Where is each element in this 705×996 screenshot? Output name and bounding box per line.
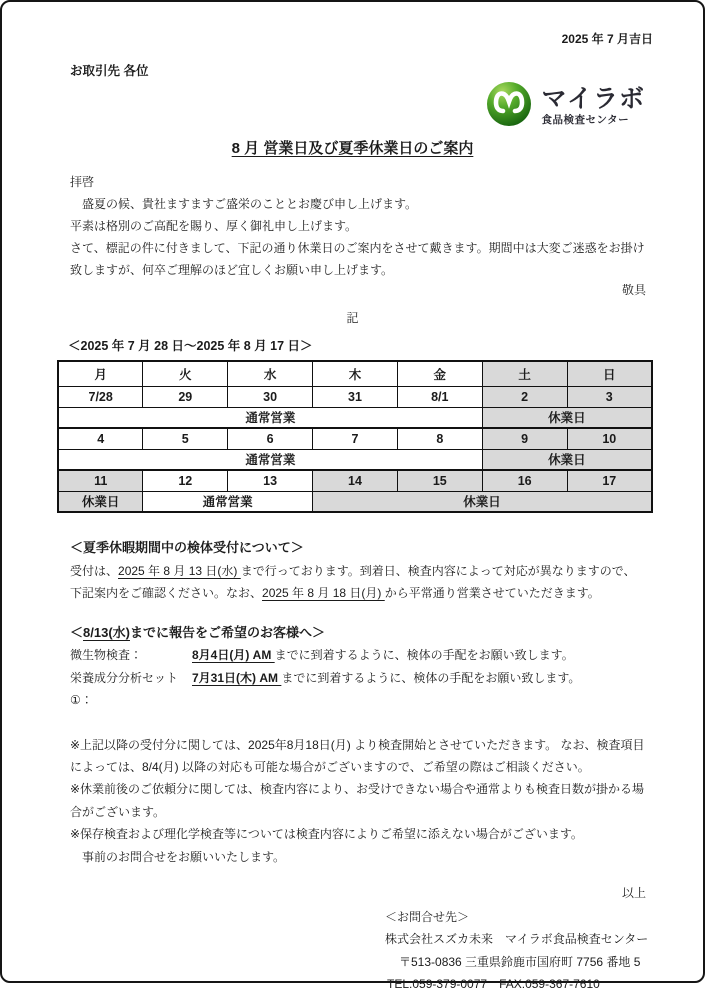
note-1: ※上記以降の受付分に関しては、2025年8月18日(月) より検査開始とさせていただきます。 なお、検査項目によっては、8/4(月) 以降の対応も可能な場合がございますので、ご希望の際はご相談ください。 (70, 737, 645, 774)
section-report-deadline (70, 622, 646, 712)
section-heading-deadline: ＜8/13(水)までに報告をご希望のお客様へ＞ (70, 624, 325, 640)
date-cell: 8/1 (397, 386, 482, 407)
weekday-tue: 火 (143, 361, 228, 386)
status-closed-cell: 休業日 (482, 407, 652, 428)
calendar-caption: ＜2025 年 7 月 28 日～2025 年 8 月 17 日＞ (68, 339, 313, 353)
letter-body (70, 171, 646, 281)
date-cell: 16 (482, 470, 567, 491)
contact-block (385, 906, 703, 996)
microbio-deadline: 8月4日(月) AM (192, 648, 275, 662)
date-cell: 4 (58, 428, 143, 449)
status-open-cell: 通常営業 (58, 449, 482, 470)
logo-name: マイラボ (541, 84, 645, 113)
date-cell: 7 (313, 428, 398, 449)
date-cell: 13 (228, 470, 313, 491)
weekday-mon: 月 (58, 361, 143, 386)
status-open-cell: 通常営業 (58, 407, 482, 428)
date-cell: 10 (567, 428, 652, 449)
note-3: ※保存検査および理化学検査等については検査内容によりご希望に添えない場合がございます。 (70, 827, 583, 842)
closing-marker: 以上 (621, 885, 646, 900)
date-cell: 8 (397, 428, 482, 449)
company-logo (2, 81, 645, 131)
notes-block (70, 734, 648, 868)
letter-paragraph-2: 平素は格別のご高配を賜り、厚く御礼申し上げます。 (70, 219, 358, 233)
week3-status-row (58, 491, 652, 512)
salutation-close: 敬具 (621, 283, 646, 297)
note-2: ※休業前後のご依頼分に関しては、検査内容により、お受けできない場合や通常よりも検査日数が掛かる場合がございます。 (70, 782, 645, 819)
reception-deadline-date: 2025 年 8 月 13 日(水) (118, 563, 241, 578)
reception-line-1: 受付は、2025 年 8 月 13 日(水) まで行っております。到着日、検査内容によって対応が異なりますので、 (70, 563, 636, 578)
date-cell: 29 (143, 386, 228, 407)
reception-line-2: 下記案内をご確認ください。なお、2025 年 8 月 18 日(月) から平常通り営業させていただきます。 (70, 586, 600, 600)
recipient-line: お取引先 各位 (70, 64, 149, 78)
item-text: 8月4日(月) AM までに到着するように、検体の手配をお願い致します。 (192, 648, 574, 662)
date-cell: 7/28 (58, 386, 143, 407)
item-label: 栄養成分分析セット①： (70, 670, 179, 707)
deadline-item-nutrition (70, 667, 646, 712)
reopen-date: 2025 年 8 月 18 日(月) (262, 586, 385, 600)
status-closed-cell: 休業日 (313, 491, 652, 512)
section-sample-reception (70, 537, 646, 605)
date-cell: 2 (482, 386, 567, 407)
date-cell: 14 (313, 470, 398, 491)
section-heading-reception: ＜夏季休暇期間中の検体受付について＞ (70, 540, 304, 555)
contact-heading: ＜お問合せ先＞ (385, 909, 470, 924)
date-cell: 31 (313, 386, 398, 407)
logo-sphere-m-icon (485, 80, 533, 133)
weekday-wed: 水 (228, 361, 313, 386)
note-4: 事前のお問合せをお願いいたします。 (70, 849, 286, 864)
weekday-sat: 土 (482, 361, 567, 386)
letter-paragraph-1: 盛夏の候、貴社ますますご盛栄のこととお慶び申し上げます。 (70, 197, 418, 211)
nutrition-deadline: 7月31日(木) AM (192, 670, 282, 685)
status-open-cell: 通常営業 (143, 491, 313, 512)
date-cell: 12 (143, 470, 228, 491)
contact-telfax: TEL:059-379-0077 FAX:059-367-7610 (387, 977, 600, 992)
page-title: 8 月 営業日及び夏季休業日のご案内 (231, 140, 474, 157)
weekday-sun: 日 (567, 361, 652, 386)
week3-dates-row (58, 470, 652, 491)
date-cell: 30 (228, 386, 313, 407)
week2-dates-row (58, 428, 652, 449)
item-text: 7月31日(木) AM までに到着するように、検体の手配をお願い致します。 (192, 670, 581, 685)
business-day-calendar (57, 360, 653, 513)
weekday-thu: 木 (313, 361, 398, 386)
calendar-header-row (58, 361, 652, 386)
deadline-item-microbio (70, 644, 646, 667)
date-cell: 15 (397, 470, 482, 491)
date-cell: 9 (482, 428, 567, 449)
status-closed-cell: 休業日 (482, 449, 652, 470)
status-closed-cell: 休業日 (58, 491, 143, 512)
week2-status-row (58, 449, 652, 470)
logo-wordmark (541, 84, 645, 126)
week1-status-row (58, 407, 652, 428)
date-cell: 5 (143, 428, 228, 449)
date-cell: 3 (567, 386, 652, 407)
date-cell: 11 (58, 470, 143, 491)
logo-subtitle: 食品検査センター (541, 113, 630, 126)
date-cell: 6 (228, 428, 313, 449)
weekday-fri: 金 (397, 361, 482, 386)
item-label: 微生物検査： (70, 648, 143, 662)
contact-address: 〒513-0836 三重県鈴鹿市国府町 7756 番地 5 (399, 954, 641, 969)
date-cell: 17 (567, 470, 652, 491)
letter-paragraph-3: さて、標記の件に付きまして、下記の通り休業日のご案内をさせて戴きます。期間中は大変ご迷惑をお掛け致しますが、何卒ご理解のほど宜しくお願い申し上げます。 (70, 241, 645, 277)
salutation-open: 拝啓 (70, 175, 95, 189)
week1-dates-row (58, 386, 652, 407)
issue-date: 2025 年 7 月吉日 (561, 32, 653, 46)
record-marker: 記 (346, 311, 359, 325)
contact-company: 株式会社スズカ未来 マイラボ食品検査センター (385, 932, 649, 947)
